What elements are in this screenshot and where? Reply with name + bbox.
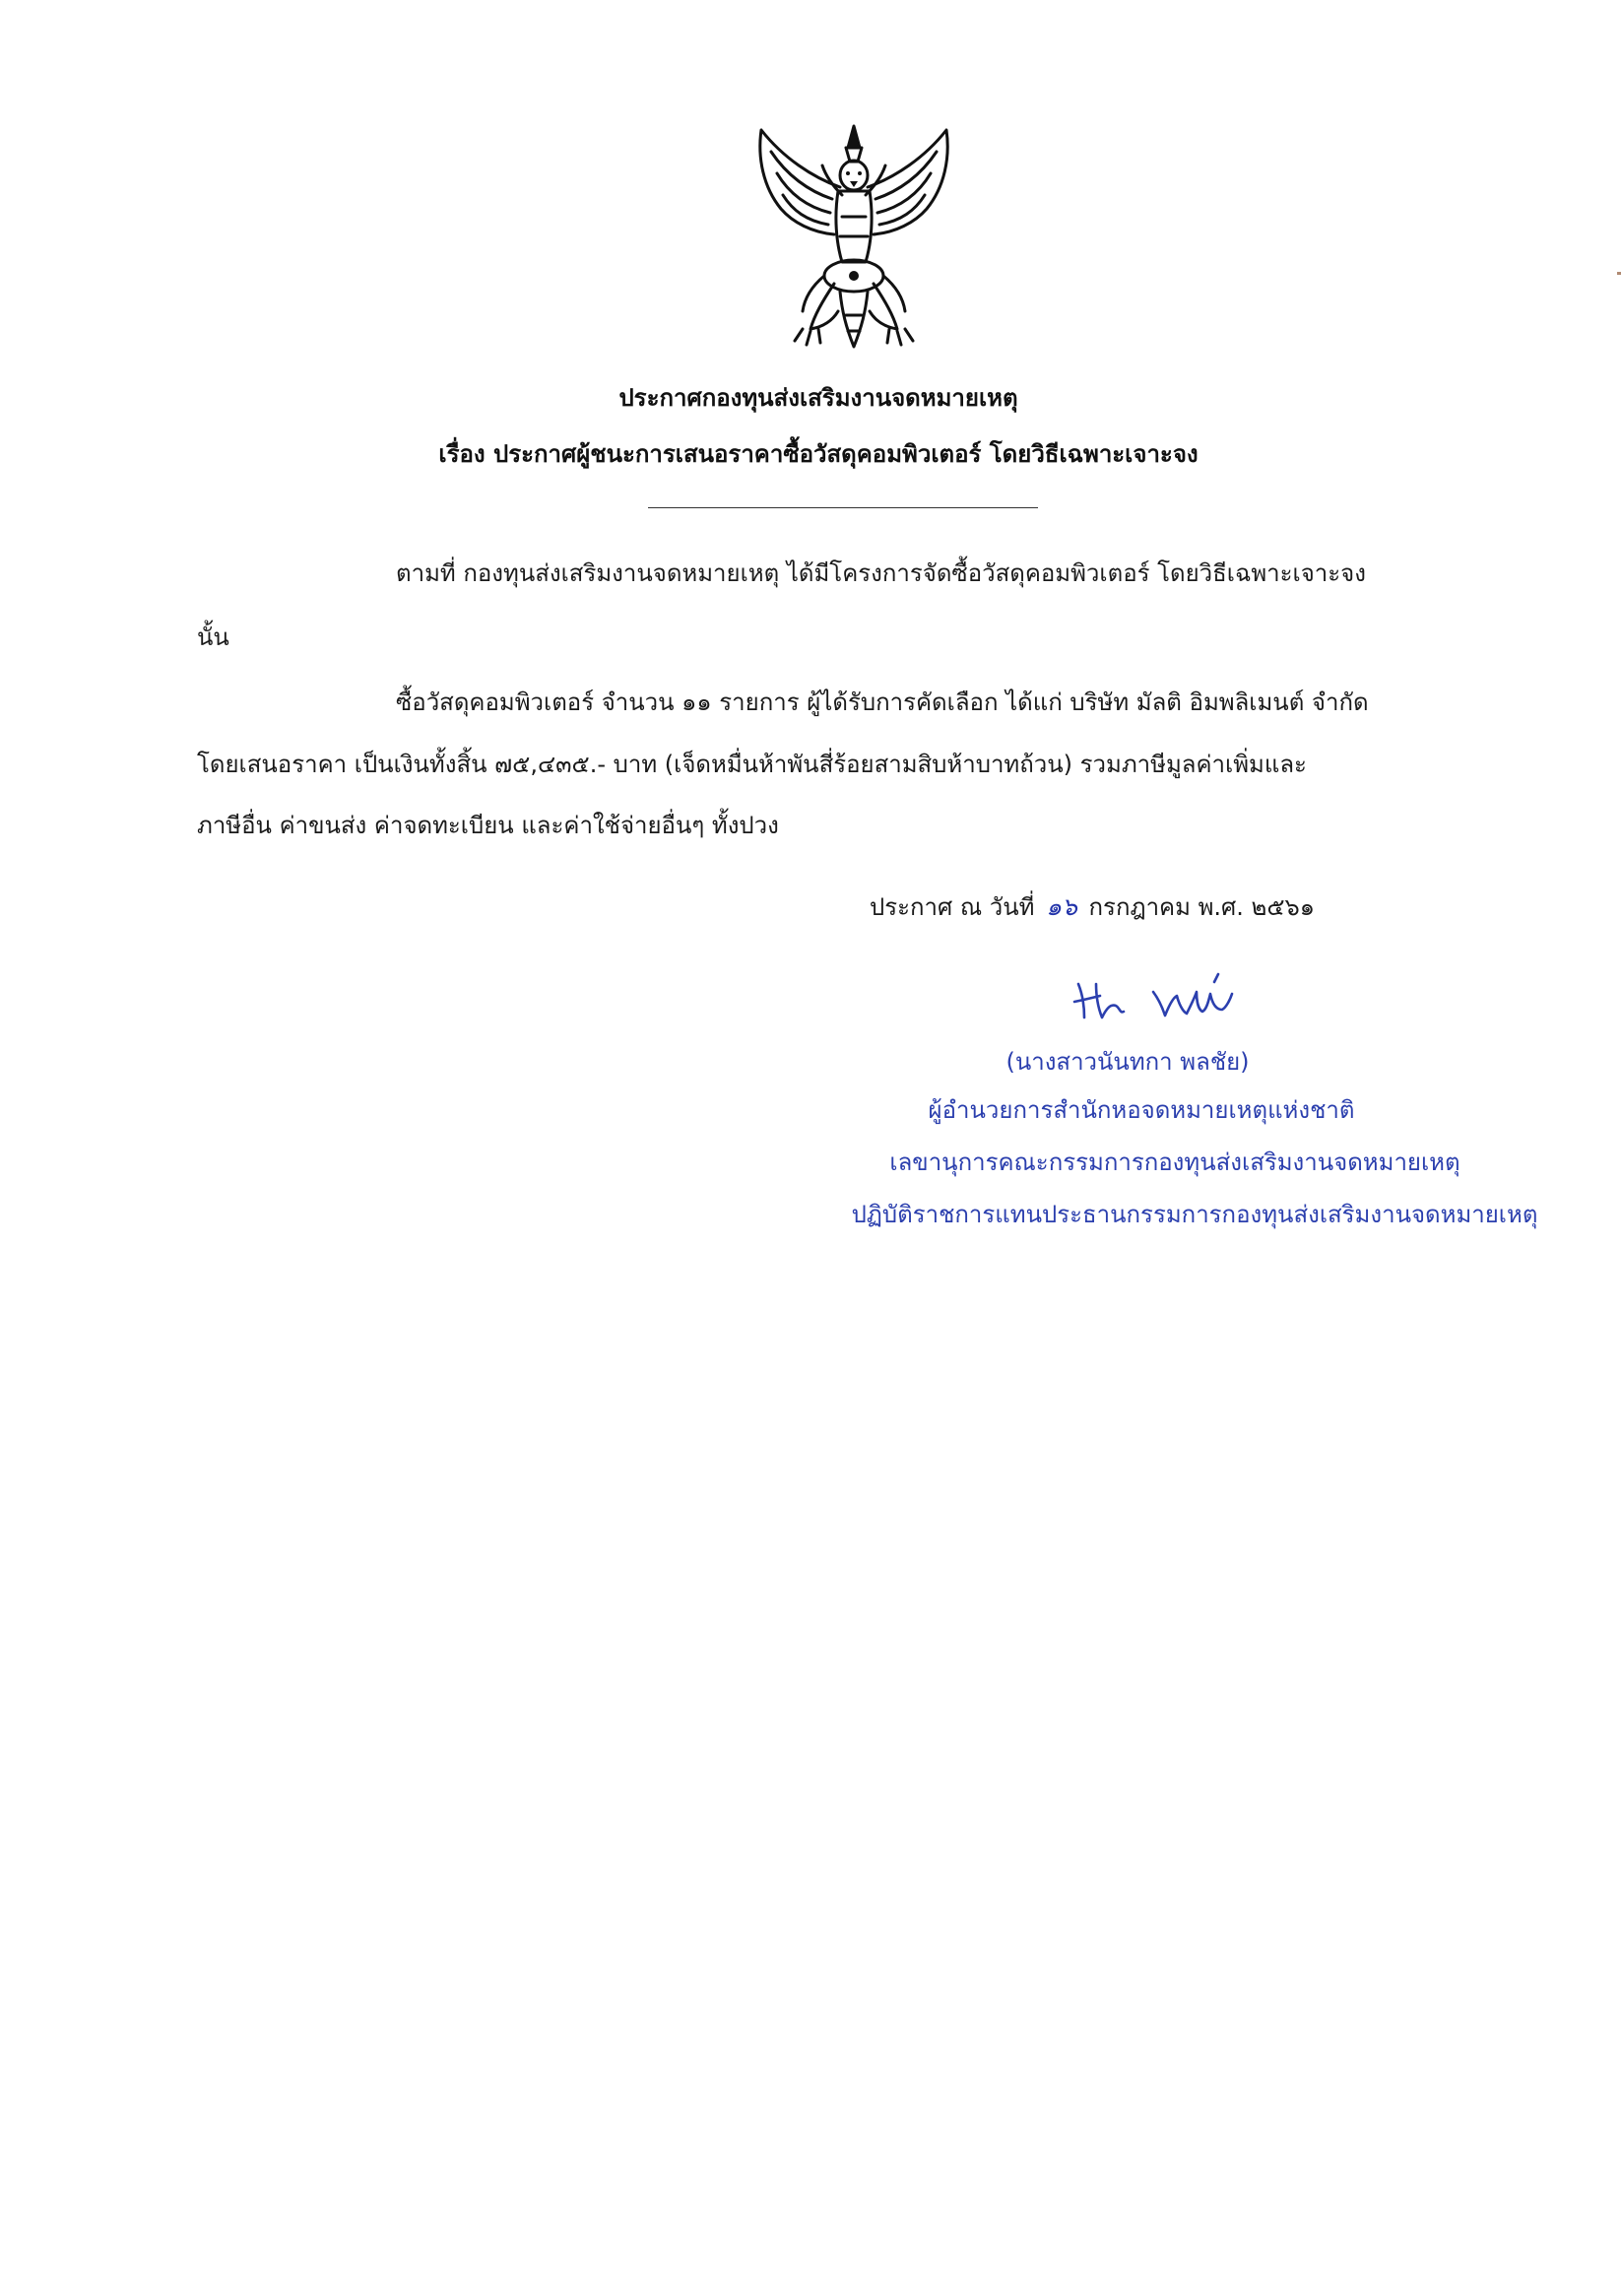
announcement-date — [870, 887, 1315, 927]
signer-position-1: ผู้อำนวยการสำนักหอจดหมายเหตุแห่งชาติ — [928, 1096, 1355, 1124]
signer-position-3: ปฏิบัติราชการแทนประธานกรรมการกองทุนส่งเสริมงานจดหมายเหตุ — [851, 1201, 1538, 1228]
date-month-year: กรกฎาคม พ.ศ. ๒๕๖๑ — [1088, 893, 1315, 921]
signer-position-2: เลขานุการคณะกรรมการกองทุนส่งเสริมงานจดหมายเหตุ — [889, 1148, 1460, 1176]
paragraph-2-line-2: โดยเสนอราคา เป็นเงินทั้งสิ้น ๗๕,๔๓๕.- บาท (เจ็ดหมื่นห้าพันสี่ร้อยสามสิบห้าบาทถ้วน) รวมภาษีมูลค่าเพิ่มและ — [197, 751, 1307, 778]
paragraph-2-line-1: ซื้อวัสดุคอมพิวเตอร์ จำนวน ๑๑ รายการ ผู้ได้รับการคัดเลือก ได้แก่ บริษัท มัลติ อิมพลิเมนต์ จำกัด — [396, 689, 1369, 716]
edge-mark — [1617, 272, 1621, 275]
announcement-subject: เรื่อง ประกาศผู้ชนะการเสนอราคาซื้อวัสดุคอมพิวเตอร์ โดยวิธีเฉพาะเจาะจง — [438, 440, 1199, 468]
announcement-title: ประกาศกองทุนส่งเสริมงานจดหมายเหตุ — [618, 384, 1018, 412]
paragraph-1-line-1: ตามที่ กองทุนส่งเสริมงานจดหมายเหตุ ได้มีโครงการจัดซื้อวัสดุคอมพิวเตอร์ โดยวิธีเฉพาะเจาะจง — [396, 559, 1366, 587]
date-day-handwritten: ๑๖ — [1046, 892, 1077, 921]
garuda-emblem-icon — [744, 118, 965, 360]
title-divider — [648, 507, 1038, 508]
handwritten-signature-icon — [1069, 970, 1246, 1029]
date-prefix: ประกาศ ณ วันที่ — [870, 893, 1035, 921]
paragraph-1-line-2: นั้น — [197, 623, 229, 651]
signer-name: (นางสาวนันทกา พลชัย) — [1005, 1048, 1250, 1076]
paragraph-2-line-3: ภาษีอื่น ค่าขนส่ง ค่าจดทะเบียน และค่าใช้จ่ายอื่นๆ ทั้งปวง — [197, 812, 779, 839]
